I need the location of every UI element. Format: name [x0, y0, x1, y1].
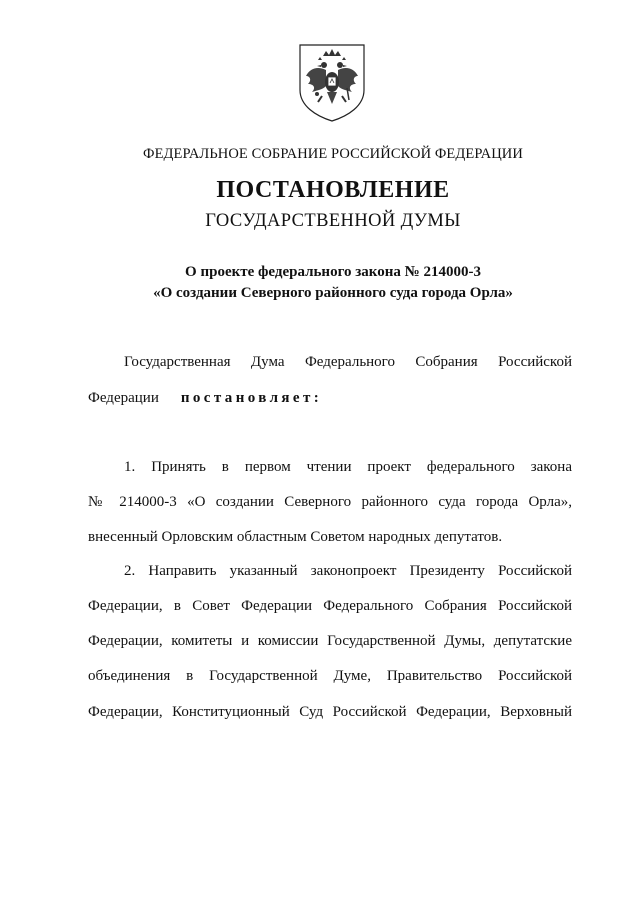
clause-2-line-2: Федерации, в Совет Федерации Федерального Собрания Российской	[88, 598, 572, 614]
clause-2-line-1: 2. Направить указанный законопроект Президенту Российской	[124, 563, 572, 579]
clause-2-line-5: Федерации, Конституционный Суд Российской Федерации, Верховный	[88, 704, 572, 720]
clause-2-line-4: объединения в Государственной Думе, Правительство Российской	[88, 668, 572, 684]
document-type: ПОСТАНОВЛЕНИЕ	[216, 177, 450, 203]
subject-line-1: О проекте федерального закона № 214000-3	[185, 264, 481, 280]
preamble-line-2	[88, 388, 572, 408]
preamble-line-1: Государственная Дума Федерального Собрания Российской	[124, 354, 572, 370]
russian-coat-of-arms-icon	[296, 42, 368, 124]
subject-line-2: «О создании Северного районного суда города Орла»	[153, 285, 513, 301]
preamble-word: Федерации	[88, 390, 159, 406]
state-emblem	[296, 42, 368, 124]
clause-1-line-2: № 214000-3 «О создании Северного районного суда города Орла»,	[88, 494, 572, 510]
resolves-word: постановляет:	[180, 390, 323, 406]
clause-1-line-3: внесенный Орловским областным Советом народных депутатов.	[88, 529, 503, 545]
clause-1-line-1: 1. Принять в первом чтении проект федерального закона	[124, 459, 572, 475]
clause-2-line-3: Федерации, комитеты и комиссии Государственной Думы, депутатские	[88, 633, 572, 649]
assembly-title: ФЕДЕРАЛЬНОЕ СОБРАНИЕ РОССИЙСКОЙ ФЕДЕРАЦИИ	[143, 146, 523, 162]
issuer-name: ГОСУДАРСТВЕННОЙ ДУМЫ	[205, 211, 461, 231]
